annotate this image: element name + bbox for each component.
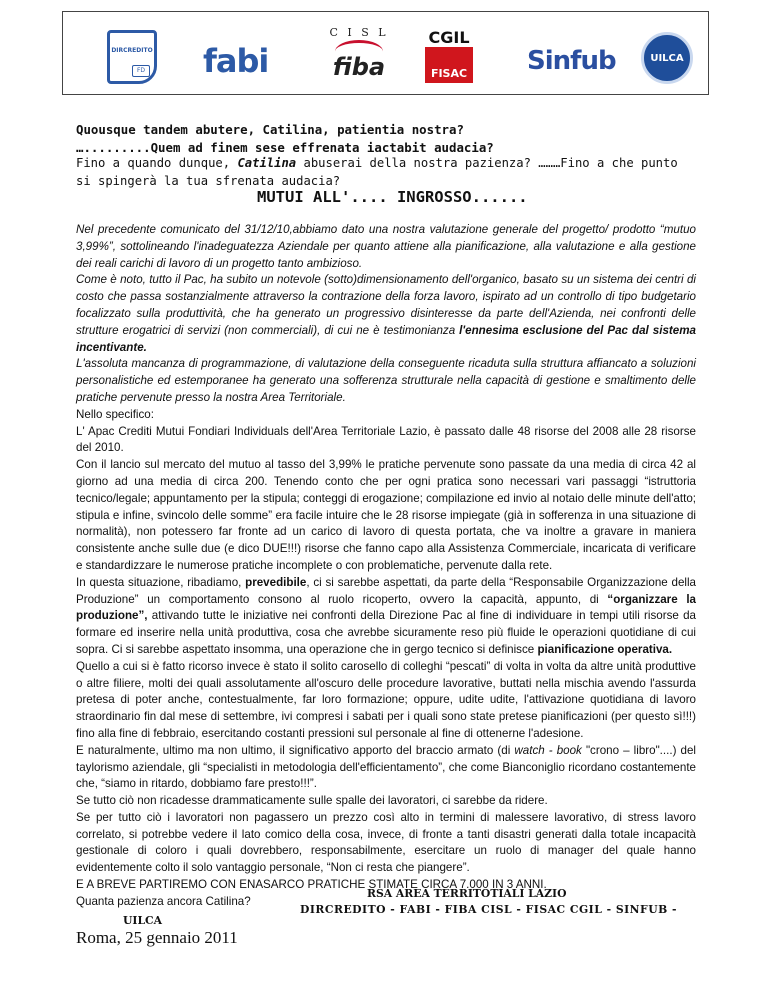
dircredito-logo xyxy=(107,30,157,84)
paragraph-7-c: , ci si sarebbe aspettati, da parte della “Responsabile Organizzazione della Produzione” un comportamento consono al ruolo ricoperto, ovvero la capacità, appunto, di xyxy=(76,575,697,606)
paragraph-2 xyxy=(76,272,696,356)
paragraph-9-c: "crono – libro"....) del taylorismo aziendale, gli “specialisti in metodologia dell'efficientamento”, che come Bianconiglio ricordano costantemente che, “siamo in ritardo, dobbiamo fare presto!!!”. xyxy=(76,743,696,791)
signature-line-1: RSA AREA TERRITOTIALI LAZIO xyxy=(367,887,567,900)
paragraph-7-d: “organizzare la produzione”, xyxy=(76,592,696,623)
paragraph-8: Quello a cui si è fatto ricorso invece è stato il solito carosello di colleghi “pescati” di volta in volta da altre unità produttive o altre filiere, molti dei quali assolutamente all'oscuro delle procedure lavorative, buttati nella mischia avendo l'assurda pretesa di poter anche, contestualmente, far loro formazione; oppure, udite udite, l'attivazione quotidiana di lavoro straordinario fin dal mese di settembre, ivi compresi i sabati per i quali sono state pretese pianificazioni (per questo sì!!!) fino alla fine di febbraio, esercitando costanti pressioni sul personale al fine di ottenerne l'adesione. xyxy=(76,659,696,740)
paragraph-13: Quanta pazienza ancora Catilina? xyxy=(76,894,251,908)
paragraph-9-b: watch - book xyxy=(514,743,582,757)
fabi-logo: fabi xyxy=(203,42,269,80)
italian-translation-name: Catilina xyxy=(237,156,297,170)
cgil-logo-text: CGIL xyxy=(428,27,470,47)
headline: MUTUI ALL'.... INGROSSO...... xyxy=(257,188,528,206)
place-date: Roma, 25 gennaio 2011 xyxy=(76,928,238,947)
logos-header xyxy=(62,11,709,95)
signature-line-3: UILCA xyxy=(123,914,163,927)
sinfub-logo: Sinfub xyxy=(527,46,616,76)
paragraph-3: L'assoluta mancanza di programmazione, di valutazione della conseguente ricaduta sulla struttura affiancato a soluzioni personalistiche ed estemporanee ha generato una sofferenza strutturale nella capacità di gestione e smaltimento delle pratiche pervenute presso la nostra Area Territoriale. xyxy=(76,357,696,404)
paragraph-10: Se tutto ciò non ricadesse drammaticamente sulle spalle dei lavoratori, ci sarebbe da ridere. xyxy=(76,794,548,808)
uilca-logo: UILCA xyxy=(641,32,693,84)
cisl-logo-text: C I S L xyxy=(329,25,389,39)
paragraph-7-f: pianificazione operativa. xyxy=(537,642,673,656)
paragraph-4: Nello specifico: xyxy=(76,407,154,421)
cisl-arc-icon xyxy=(335,40,383,63)
body-text xyxy=(76,222,696,911)
paragraph-1: Nel precedente comunicato del 31/12/10,abbiamo dato una nostra valutazione generale del progetto/ prodotto “mutuo 3,99%”, sottolineando l'inadeguatezza Aziendale per quanto attiene alla pianificazione, alla valutazione e alla gestione dei reali carichi di lavoro di un progetto tanto ambizioso. xyxy=(76,223,696,270)
fiba-cisl-logo xyxy=(319,18,399,88)
signature-line-2: DIRCREDITO - FABI - FIBA CISL - FISAC CGIL - SINFUB - xyxy=(300,903,677,916)
italian-translation-a: Fino a quando dunque, xyxy=(76,156,238,170)
paragraph-2-b: l'ennesima esclusione del Pac dal sistema incentivante. xyxy=(76,323,696,354)
paragraph-7 xyxy=(76,575,696,659)
fisac-cgil-logo xyxy=(425,22,473,88)
paragraph-7-b: prevedibile xyxy=(245,575,307,589)
paragraph-7-a: In questa situazione, ribadiamo, xyxy=(76,575,246,589)
paragraph-2-a: Come è noto, tutto il Pac, ha subito un notevole (sotto)dimensionamento dell'organico, basato su un sistema dei centri di costo che passa sostanzialmente attraverso la contrazione della forza lavoro, ispirato ad un controllo di tipo budgetario focalizzato sulla produttività, che ha generato un progressivo disinteresse da parte dell'Azienda, nei confronti delle strutture erogatrici di servizi (non commerciali), di cui ne è testimonianza xyxy=(76,273,696,337)
latin-quote-line-1: Quousque tandem abutere, Catilina, patientia nostra? xyxy=(76,122,464,137)
paragraph-5: L' Apac Crediti Mutui Fondiari Individuals dell'Area Territoriale Lazio, è passato dalle 48 risorse del 2008 alle 28 risorse del 2010. xyxy=(76,424,696,455)
fisac-logo-text: FISAC xyxy=(425,47,473,83)
latin-quote-line-2: ….........Quem ad finem sese effrenata iactabit audacia? xyxy=(76,140,494,155)
paragraph-7-e: attivando tutte le iniziative nei confronti della Direzione Pac al fine di individuare in tempi utili risorse da formare ed inserire nella unità produttiva, cosa che avrebbe sicuramente reso più fluide le operazioni quotidiane di cui sopra. Ci si sarebbe aspettato insomma, una operazione che in gergo tecnico si definisce xyxy=(76,609,696,656)
fiba-logo-text: fiba xyxy=(332,52,386,81)
paragraph-6: Con il lancio sul mercato del mutuo al tasso del 3,99% le pratiche pervenute sono passate da una media di circa 42 al giorno ad una media di circa 200. Tenendo conto che per ogni pratica sono necessari vari passaggi “istruttoria tecnico/legale; appuntamento per la stipula; conteggi di erogazione; compilazione ed invio al notaio delle minute dell'atto; stipula e infine, svincolo delle somme” era facile intuire che le 28 risorse impiegate (già in sofferenza in una situazione di normalità), non potessero far fronte ad un carico di lavoro di questa portata, che va inoltre a gravare in maniera consistente anche sulle due (e dico DUE!!!) risorse che fanno capo alla Assistenza Commerciale, incaricata di verificare e standardizzare le numerose pratiche incomplete o con problematiche, pervenute dalla rete. xyxy=(76,458,696,572)
paragraph-9 xyxy=(76,743,696,793)
dircredito-logo-sub: FD xyxy=(132,65,150,77)
paragraph-9-a: E naturalmente, ultimo ma non ultimo, il significativo apporto del braccio armato (di xyxy=(76,743,515,757)
italian-translation-b: abuserai della nostra pazienza? ………Fino a che punto si spingerà la tua sfrenata audacia? xyxy=(76,156,678,188)
paragraph-12: E A BREVE PARTIREMO CON ENASARCO PRATICHE STIMATE CIRCA 7.000 IN 3 ANNI. xyxy=(76,878,547,892)
italian-translation xyxy=(76,154,696,190)
paragraph-11: Se per tutto ciò i lavoratori non pagassero un prezzo così alto in termini di malessere lavorativo, di stress lavoro correlato, si potrebbe vedere il lato comico della cosa, invece, di fronte a tanti disastri generati dalla totale incapacità gestionale di coloro i quali dovrebbero, responsabilmente, esercitare un ruolo di manager del quale hanno evidentemente colto il solo vantaggio personale, “Non ci resta che piangere”. xyxy=(76,810,696,875)
dircredito-logo-text: DIRCREDITO xyxy=(111,46,153,54)
